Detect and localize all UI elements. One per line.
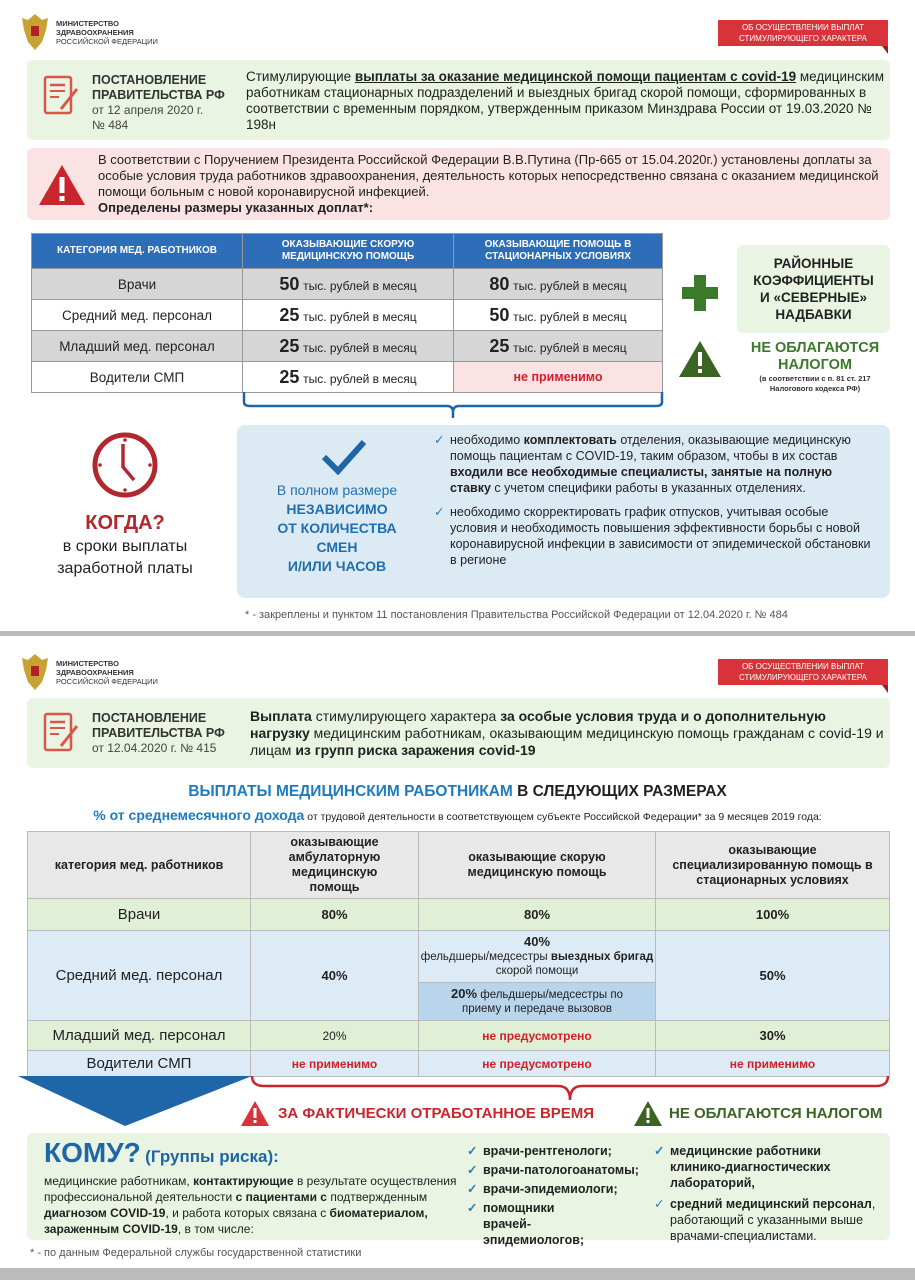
payments-table <box>31 233 663 393</box>
tax-exempt-text: НЕ ОБЛАГАЮТСЯ НАЛОГОМ <box>669 1105 883 1122</box>
pointer-triangle-icon <box>18 1076 252 1126</box>
text-part: необходимо <box>450 433 524 447</box>
percent-value: 80% <box>523 907 551 922</box>
logo-line: МИНИСТЕРСТВО <box>56 658 119 668</box>
amount-value: 25 <box>279 304 300 325</box>
amount-cell <box>454 269 663 300</box>
clock-icon <box>90 430 160 500</box>
section-subheading <box>0 807 915 825</box>
column-header: оказывающие амбулаторную медицинскую помощь <box>251 832 419 899</box>
condition-item <box>434 504 874 568</box>
text-part: отделения, оказывающие медицинскую помощь пациентам с COVID-19, таким образом, чтобы в их состав <box>450 433 851 463</box>
amount-unit: тыс. рублей в месяц <box>513 278 627 293</box>
percent-value: 20% <box>251 1021 419 1051</box>
actual-time-note <box>240 1100 594 1127</box>
column-header: оказывающие специализированную помощь в стационарных условиях <box>656 832 890 899</box>
independent-text: НЕЗАВИСИМО <box>286 501 388 517</box>
bottom-bar <box>0 1268 915 1280</box>
table-row <box>32 331 663 362</box>
independent-text: СМЕН <box>316 539 358 555</box>
not-applicable-cell: не применимо <box>251 1051 419 1077</box>
amount-cell <box>243 362 454 393</box>
text-part: с учетом специфики работы в указанных отделениях. <box>490 481 806 495</box>
amount-unit: тыс. рублей в месяц <box>303 278 417 293</box>
column-header: оказывающие скорую медицинскую помощь <box>419 832 656 899</box>
column-header: ОКАЗЫВАЮЩИЕ ПОМОЩЬ В СТАЦИОНАРНЫХ УСЛОВИЯХ <box>454 234 663 269</box>
when-title: КОГДА? <box>85 512 165 534</box>
who-description <box>44 1173 474 1237</box>
risk-group-item <box>654 1196 884 1244</box>
tag-line: СТИМУЛИРУЮЩЕГО ХАРАКТЕРА <box>739 673 867 682</box>
tax-exempt-note <box>633 1100 882 1127</box>
bracket-icon <box>250 1076 890 1102</box>
conditions-box <box>237 425 890 598</box>
percent-value: 80% <box>321 907 348 922</box>
text-part: ВЫПЛАТЫ МЕДИЦИНСКИМ РАБОТНИКАМ <box>188 783 513 800</box>
column-header: ОКАЗЫВАЮЩИЕ СКОРУЮ МЕДИЦИНСКУЮ ПОМОЩЬ <box>243 234 454 269</box>
amount-value: 25 <box>279 335 300 356</box>
footnote: * - закреплены и пунктом 11 постановления Правительства Российской Федерации от 12.04.2020 г. № 484 <box>245 609 788 621</box>
emblem-icon <box>20 12 50 52</box>
bracket-icon <box>242 392 664 420</box>
footnote: * - по данным Федеральной службы государственной статистики <box>30 1247 362 1259</box>
amount-value: 25 <box>489 335 510 356</box>
ministry-logo <box>20 12 158 52</box>
warning-icon <box>240 1100 270 1127</box>
decree-description <box>246 69 886 133</box>
risk-group-item: ✓ врачи-эпидемиологи; <box>467 1181 647 1197</box>
text-part: В СЛЕДУЮЩИХ РАЗМЕРАХ <box>512 783 727 800</box>
text-part: за особые условия труда и о дополнительную нагрузку <box>250 708 826 741</box>
plus-icon <box>682 275 718 311</box>
not-applicable-cell: не применимо <box>656 1051 890 1077</box>
document-icon <box>43 712 81 754</box>
text-part: подтвержденным <box>326 1190 428 1204</box>
table-row <box>32 362 663 393</box>
text-part: Выплата <box>250 708 312 724</box>
table-row <box>32 269 663 300</box>
full-amount-text: В полном размере <box>276 482 398 498</box>
percent-value: 50% <box>759 968 786 983</box>
risk-group-item: ✓ врачи-рентгенологи; <box>467 1143 647 1159</box>
text-part: медицинские работникам, <box>44 1174 194 1188</box>
decree-title: ПОСТАНОВЛЕНИЕ <box>92 711 207 725</box>
category-cell: Средний мед. персонал <box>28 931 251 1021</box>
text-part: выездных бригад <box>550 951 654 963</box>
decree-title: ПОСТАНОВЛЕНИЕ <box>92 73 207 87</box>
text-part: , и работа которых связана с <box>165 1206 330 1220</box>
amount-value: 50 <box>279 273 300 294</box>
tax-exempt-note: (в соответствии с п. 81 ст. 217 Налогового кодекса РФ) <box>759 374 871 393</box>
decree-box <box>27 698 890 768</box>
warning-box <box>27 148 890 220</box>
percent-value: 30% <box>759 1028 786 1043</box>
category-cell: Врачи <box>28 899 251 931</box>
decree-title: ПРАВИТЕЛЬСТВА РФ <box>92 88 225 102</box>
text-part: с пациентами с <box>235 1190 327 1204</box>
text-part: , в том числе: <box>177 1222 254 1236</box>
text-part: Стимулирующие <box>246 69 355 84</box>
amount-unit: тыс. рублей в месяц <box>303 309 417 324</box>
regional-coefficients-text: РАЙОННЫЕ КОЭФФИЦИЕНТЫ И «СЕВЕРНЫЕ» НАДБАВКИ <box>753 256 874 322</box>
text-part: фельдшеры/медсестры <box>420 951 551 963</box>
text-part: комплектовать <box>523 433 617 447</box>
category-cell: Врачи <box>32 269 243 300</box>
page-separator <box>0 631 915 636</box>
logo-line: ЗДРАВООХРАНЕНИЯ <box>56 27 134 37</box>
amount-unit: тыс. рублей в месяц <box>513 340 627 355</box>
regional-coefficients-box <box>737 245 890 333</box>
table-row <box>28 899 890 931</box>
decree-box <box>27 60 890 140</box>
amount-unit: тыс. рублей в месяц <box>303 371 417 386</box>
table-row <box>32 300 663 331</box>
who-title: КОМУ? <box>44 1137 141 1168</box>
document-icon <box>43 75 81 117</box>
checkmark-icon <box>321 439 367 475</box>
text-part: фельдшеры/медсестры по приему и передаче вызовов <box>461 989 623 1015</box>
amount-value: 80 <box>489 273 510 294</box>
logo-line: РОССИЙСКОЙ ФЕДЕРАЦИИ <box>56 676 158 686</box>
logo-line: МИНИСТЕРСТВО <box>56 18 119 28</box>
text-part: стимулирующего характера <box>311 708 501 724</box>
when-text: в сроки выплаты заработной платы <box>57 538 193 577</box>
actual-time-text: ЗА ФАКТИЧЕСКИ ОТРАБОТАННОЕ ВРЕМЯ <box>278 1105 595 1122</box>
topic-tag <box>718 20 888 46</box>
decree-date: от 12 апреля 2020 г. <box>92 103 204 117</box>
amount-value: 25 <box>279 366 300 387</box>
risk-group-item: ✓ помощники врачей-эпидемиологов; <box>467 1200 597 1248</box>
percent-table <box>27 831 890 1077</box>
percent-value: 40% <box>523 934 551 949</box>
ministry-logo <box>20 652 158 692</box>
warning-icon <box>37 163 87 207</box>
text-part: биоматериалом, зараженным COVID-19 <box>44 1206 428 1236</box>
amount-unit: тыс. рублей в месяц <box>513 309 627 324</box>
not-provided-cell: не предусмотрено <box>419 1051 656 1077</box>
risk-groups-box <box>27 1133 890 1247</box>
not-applicable-cell: не применимо <box>454 362 663 393</box>
section-heading <box>0 783 915 801</box>
amount-cell <box>243 300 454 331</box>
tax-warning-icon <box>633 1100 663 1127</box>
amount-cell <box>454 331 663 362</box>
percent-value: 100% <box>755 907 790 922</box>
text-part: скорой помощи <box>495 965 579 977</box>
column-header: категория мед. работников <box>28 832 251 899</box>
amount-unit: тыс. рублей в месяц <box>303 340 417 355</box>
logo-line: РОССИЙСКОЙ ФЕДЕРАЦИИ <box>56 36 158 46</box>
emblem-icon <box>20 652 50 692</box>
text-part: медицинским работникам, оказывающим медицинскую помощь гражданам с covid-19 и лицам <box>250 725 884 758</box>
text-part: от трудовой деятельности в соответствующем субъекте Российской Федерации* за 9 месяцев 2019 года: <box>304 811 822 823</box>
amount-cell <box>243 331 454 362</box>
text-part: необходимо скорректировать график отпусков, учитывая особые условия и необходимость повышения эффективности борьбы с новой коронавирусной инфекции в зависимости от эпидемической обстановки в регионе <box>450 505 871 567</box>
warning-bold-text: Определены размеры указанных доплат*: <box>98 200 374 215</box>
not-provided-cell: не предусмотрено <box>419 1021 656 1051</box>
text-part: диагнозом COVID-19 <box>44 1206 166 1220</box>
logo-line: ЗДРАВООХРАНЕНИЯ <box>56 667 134 677</box>
text-part: в результате осуществления профессиональной деятельности <box>44 1174 457 1204</box>
text-part: % от среднемесячного дохода <box>93 807 305 823</box>
text-part: средний медицинский персонал <box>670 1197 872 1211</box>
text-part: входили все необходимые специалисты, занятые на полную ставку <box>450 465 833 495</box>
category-cell: Младший мед. персонал <box>32 331 243 362</box>
category-cell: Средний мед. персонал <box>32 300 243 331</box>
warning-text: В соответствии с Поручением Президента Российской Федерации В.В.Путина (Пр-665 от 15.04.2020г.) установлены доплаты за особые условия труда работников здравоохранения, деятельность которых непосредственно связана с оказанием медицинской помощи больным с новой коронавирусной инфекцией. <box>98 152 879 199</box>
text-part: из групп риска заражения covid-19 <box>295 742 536 758</box>
category-cell: Младший мед. персонал <box>28 1021 251 1051</box>
tag-line: СТИМУЛИРУЮЩЕГО ХАРАКТЕРА <box>739 34 867 43</box>
text-part: медицинским работникам стационарных подразделений и выездных бригад скорой помощи, сформированных в соответствии с временным порядком, утвержденным приказом Минздрава России от 19.03.2020 № 198н <box>246 69 884 132</box>
risk-group-item: ✓ врачи-патологоанатомы; <box>467 1162 647 1178</box>
topic-tag <box>718 659 888 685</box>
tag-line: ОБ ОСУЩЕСТВЛЕНИИ ВЫПЛАТ <box>741 23 865 32</box>
percent-value: 40% <box>321 968 348 983</box>
amount-value: 50 <box>489 304 510 325</box>
table-row <box>28 931 890 983</box>
amount-cell <box>454 300 663 331</box>
decree-description <box>250 708 885 759</box>
tax-warning-icon <box>678 340 722 378</box>
tag-line: ОБ ОСУЩЕСТВЛЕНИИ ВЫПЛАТ <box>741 662 865 671</box>
who-subtitle: (Группы риска): <box>145 1147 279 1166</box>
independent-text: ОТ КОЛИЧЕСТВА <box>277 520 397 536</box>
table-row <box>28 1021 890 1051</box>
decree-number: № 484 <box>92 118 129 132</box>
amount-cell <box>243 269 454 300</box>
text-part: выплаты за оказание медицинской помощи пациентам с covid-19 <box>354 69 797 84</box>
percent-value: 20% <box>451 986 478 1001</box>
text-part: контактирующие <box>193 1174 294 1188</box>
column-header: КАТЕГОРИЯ МЕД. РАБОТНИКОВ <box>32 234 243 269</box>
tax-exempt-title: НЕ ОБЛАГАЮТСЯ НАЛОГОМ <box>750 340 880 373</box>
risk-group-item: ✓ медицинские работники клинико-диагностических лабораторий, <box>654 1143 854 1191</box>
condition-item <box>434 432 874 496</box>
decree-title: ПРАВИТЕЛЬСТВА РФ <box>92 726 225 740</box>
table-row <box>28 1051 890 1077</box>
independent-text: И/ИЛИ ЧАСОВ <box>287 558 387 574</box>
category-cell: Водители СМП <box>32 362 243 393</box>
category-cell: Водители СМП <box>28 1051 251 1077</box>
text-part: , работающий с указанными выше врачами-специалистами. <box>670 1197 876 1243</box>
decree-date: от 12.04.2020 г. № 415 <box>92 741 217 755</box>
